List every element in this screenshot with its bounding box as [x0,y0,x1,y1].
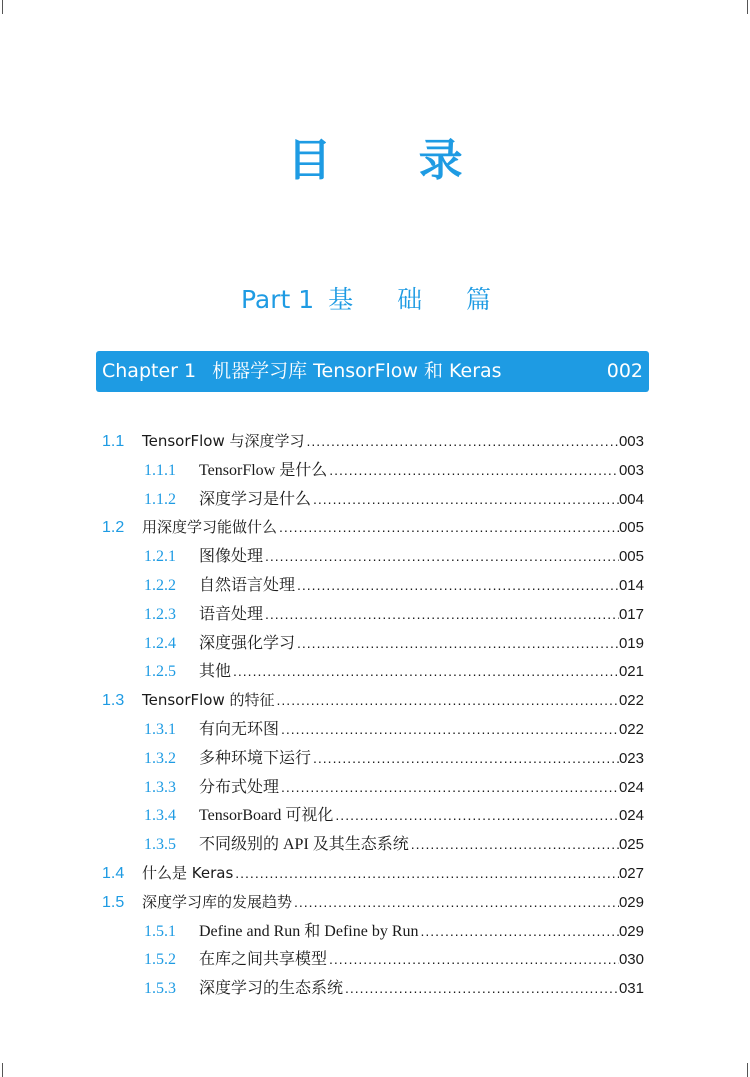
toc-entry-number: 1.2.1 [144,548,176,566]
toc-entry-page: 021 [618,663,644,681]
toc-entry-title: 不同级别的 API 及其生态系统 [199,836,409,854]
toc-entry-page: 029 [618,893,644,911]
toc-entry-number: 1.2.2 [144,576,176,594]
toc-entry-number: 1.2.3 [144,605,176,623]
toc-subsection-entry[interactable] [102,974,644,1003]
toc-entry-page: 004 [618,490,644,508]
toc-subsection-entry[interactable] [102,744,644,773]
dot-leader [292,888,619,917]
toc-entry-title: 深度强化学习 [199,634,296,652]
crop-mark [747,0,748,14]
toc-entry-title: 用深度学习能做什么 [142,518,278,537]
toc-entry-number: 1.5 [102,893,125,911]
toc-entry-number: 1.3.5 [144,836,176,854]
toc-subsection-entry[interactable] [102,945,644,974]
dot-leader [279,773,619,802]
crop-mark [747,1063,748,1077]
toc-entry-title: 深度学习是什么 [199,490,312,508]
toc-entry-number: 1.2 [102,519,125,537]
toc-subsection-entry[interactable] [102,917,644,946]
dot-leader [263,542,619,571]
dot-leader [311,485,619,514]
toc-entry-title: Define and Run 和 Define by Run [199,922,419,940]
toc-entry-title: TensorFlow 与深度学习 [142,432,305,450]
dot-leader [327,945,619,974]
toc-subsection-entry[interactable] [102,456,644,485]
dot-leader [231,657,619,686]
chapter-label: Chapter 1 [102,360,197,382]
dot-leader [327,456,619,485]
toc-entry-title: TensorFlow 是什么 [199,461,328,479]
toc-entry-page: 022 [618,692,644,710]
toc-entry-title: TensorBoard 可视化 [199,807,334,825]
toc-entry-page: 029 [618,922,644,940]
dot-leader [275,686,619,715]
toc-section-entry[interactable] [102,888,644,917]
toc-entry-number: 1.5.2 [144,951,176,969]
toc-entry-title: TensorFlow 的特征 [142,691,275,710]
toc-entry-page: 025 [618,836,644,854]
dot-leader [311,744,619,773]
toc-entry-number: 1.2.4 [144,634,176,652]
toc-subsection-entry[interactable] [102,657,644,686]
toc-entry-number: 1.2.5 [144,663,176,681]
toc-entry-title: 自然语言处理 [199,576,296,594]
toc-subsection-entry[interactable] [102,542,644,571]
toc-section-entry[interactable] [102,513,644,542]
toc-subsection-entry[interactable] [102,830,644,859]
toc-section-entry[interactable] [102,686,644,715]
dot-leader [279,715,619,744]
dot-leader [295,629,619,658]
page-title: 目 录 [287,135,499,186]
part-name: 基 础 篇 [328,285,510,314]
toc-entry-title: 图像处理 [199,548,264,566]
toc-section-entry[interactable] [102,427,644,456]
toc-entry-number: 1.5.1 [144,922,176,940]
dot-leader [333,801,619,830]
toc-entry-number: 1.1.2 [144,490,176,508]
toc-entry-number: 1.3.1 [144,720,176,738]
dot-leader [343,974,619,1003]
toc-entry-number: 1.3.4 [144,807,176,825]
toc-entry-number: 1.1.1 [144,461,176,479]
toc-entry-title: 什么是 Keras [142,863,234,882]
toc-entry-title: 多种环境下运行 [199,749,312,767]
toc-entry-page: 030 [618,951,644,969]
toc-entry-page: 005 [618,519,644,537]
toc-entry-title: 其他 [199,663,232,681]
toc-entry-number: 1.1 [102,433,125,450]
toc-subsection-entry[interactable] [102,801,644,830]
toc-entry-page: 023 [618,749,644,767]
chapter-heading-bar[interactable] [96,351,649,392]
dot-leader [277,513,619,542]
toc-entry-title: 深度学习库的发展趋势 [142,892,293,911]
toc-subsection-entry[interactable] [102,485,644,514]
toc-entry-page: 014 [618,576,644,594]
toc-subsection-entry[interactable] [102,571,644,600]
toc-entry-title: 语音处理 [199,605,264,623]
dot-leader [419,917,619,946]
toc-entry-page: 003 [618,461,644,479]
toc-entry-title: 在库之间共享模型 [199,951,328,969]
toc-subsection-entry[interactable] [102,600,644,629]
toc-entry-page: 017 [618,605,644,623]
chapter-page-number: 002 [606,360,643,382]
toc-subsection-entry[interactable] [102,629,644,658]
part-heading [0,282,750,318]
crop-mark [2,0,3,14]
toc-entry-number: 1.3.2 [144,749,176,767]
toc-entry-page: 024 [618,807,644,825]
dot-leader [233,859,619,888]
chapter-title: 机器学习库 TensorFlow 和 Keras [212,360,502,382]
toc-entry-page: 019 [618,634,644,652]
toc-entry-number: 1.5.3 [144,980,176,998]
toc-entry-number: 1.3 [102,692,125,710]
part-label: Part 1 [240,285,315,314]
dot-leader [295,571,619,600]
toc-entry-number: 1.3.3 [144,778,176,796]
toc-entry-page: 003 [618,433,644,450]
toc-section-entry[interactable] [102,859,644,888]
toc-entry-title: 分布式处理 [199,778,280,796]
toc-entry-page: 005 [618,548,644,566]
crop-mark [2,1063,3,1077]
toc-list [102,427,644,1003]
toc-entry-title: 深度学习的生态系统 [199,980,344,998]
toc-entry-title: 有向无环图 [199,720,280,738]
toc-entry-page: 024 [618,778,644,796]
toc-entry-page: 022 [618,720,644,738]
toc-subsection-entry[interactable] [102,715,644,744]
dot-leader [409,830,619,859]
dot-leader [263,600,619,629]
toc-entry-page: 031 [618,980,644,998]
toc-entry-number: 1.4 [102,864,125,882]
toc-entry-page: 027 [618,864,644,882]
dot-leader [305,427,619,456]
toc-subsection-entry[interactable] [102,773,644,802]
